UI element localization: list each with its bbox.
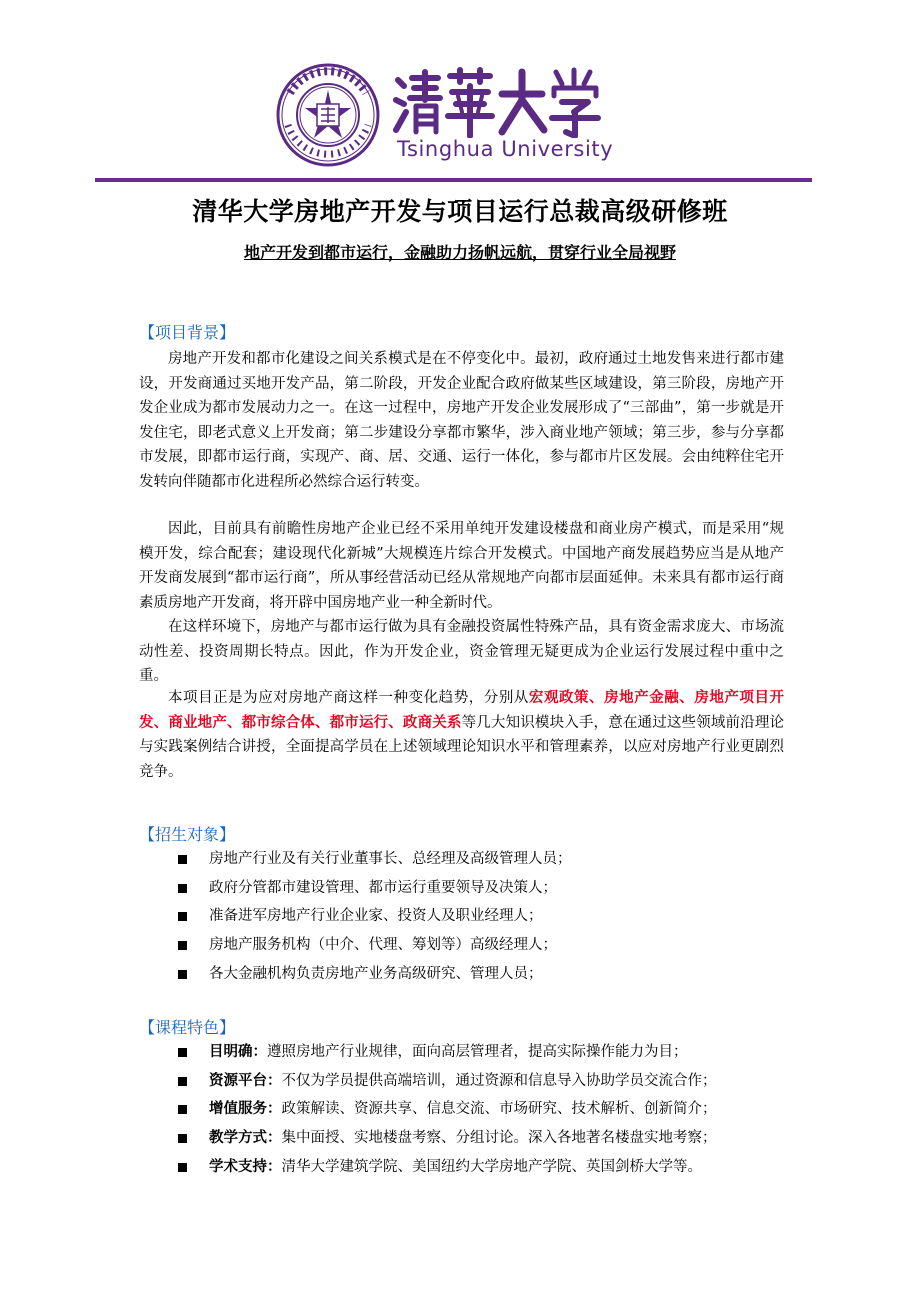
square-bullet-icon bbox=[178, 1105, 187, 1114]
background-paragraph-3: 在这样环境下，房地产与都市运行做为具有金融投资属性特殊产品，具有资金需求庞大、市场流动性差、投资周期长特点。因此，作为开发企业，资金管理无疑更成为企业运行发展过程中重中之重。 bbox=[139, 619, 784, 685]
square-bullet-icon bbox=[178, 941, 187, 950]
square-bullet-icon bbox=[178, 884, 187, 893]
tsinghua-calligraphy-logo bbox=[392, 66, 602, 138]
letterhead bbox=[0, 0, 920, 190]
list-item: 资源平台：不仅为学员提供高端培训，通过资源和信息导入协助学员交流合作； bbox=[176, 1067, 796, 1096]
document-title: 清华大学房地产开发与项目运行总裁高级研修班 bbox=[192, 197, 728, 226]
brand-english-name: Tsinghua University bbox=[397, 137, 614, 161]
paragraph-4-outro: 等几大知识模块入手，意在通过这些领域前沿理论与实践案例结合讲授，全面提高学员在上述领域理论知识水平和管理素养，以应对房地产行业更剧烈竞争。 bbox=[139, 714, 785, 780]
knowledge-modules-highlight: 宏观政策、房地产金融、房地产项目开发、商业地产、都市综合体、都市运行、政商关系 bbox=[139, 690, 785, 731]
square-bullet-icon bbox=[178, 855, 187, 864]
paragraph-4-intro: 本项目正是为应对房地产商这样一种变化趋势，分别从 bbox=[168, 690, 529, 706]
section-heading-audience: 【招生对象】 bbox=[139, 825, 236, 844]
background-paragraph-2: 因此，目前具有前瞻性房地产企业已经不采用单纯开发建设楼盘和商业房产模式，而是采用“规模开发，综合配套；建设现代化新城”大规模连片综合开发模式。中国地产商发展趋势应当是从地产开发商发展到“都市运行商”，所从事经营活动已经从常规地产向都市层面延伸。未来具有都市运行商素质房地产开发商，将开辟中国房地产业一种全新时代。 bbox=[139, 521, 784, 611]
list-item: 目明确：遵照房地产行业规律，面向高层管理者，提高实际操作能力为目； bbox=[176, 1038, 796, 1067]
square-bullet-icon bbox=[178, 1134, 187, 1143]
list-item: 各大金融机构负责房地产业务高级研究、管理人员； bbox=[176, 960, 796, 989]
background-paragraph-4 bbox=[139, 686, 784, 784]
list-item: 政府分管都市建设管理、都市运行重要领导及决策人； bbox=[176, 874, 796, 903]
list-item: 房地产行业及有关行业董事长、总经理及高级管理人员； bbox=[176, 845, 796, 874]
square-bullet-icon bbox=[178, 1077, 187, 1086]
audience-list bbox=[176, 845, 796, 988]
document-subtitle: 地产开发到都市运行，金融助力扬帆远航，贯穿行业全局视野 bbox=[243, 243, 676, 262]
section-heading-background: 【项目背景】 bbox=[139, 323, 236, 342]
section-heading-features: 【课程特色】 bbox=[139, 1018, 236, 1037]
square-bullet-icon bbox=[178, 1048, 187, 1057]
background-paragraph-1: 房地产开发和都市化建设之间关系模式是在不停变化中。最初，政府通过土地发售来进行都市建设，开发商通过买地开发产品，第二阶段，开发企业配合政府做某些区域建设，第三阶段，房地产开发企业成为都市发展动力之一。在这一过程中，房地产开发企业发展形成了“三部曲”，第一步就是开发住宅，即老式意义上开发商；第二步建设分享都市繁华，涉入商业地产领域；第三步，参与分享都市发展，即都市运行商，实现产、商、居、交通、运行一体化，参与都市片区发展。会由纯粹住宅开发转向伴随都市化进程所必然综合运行转变。 bbox=[139, 351, 784, 490]
list-item: 教学方式：集中面授、实地楼盘考察、分组讨论。深入各地著名楼盘实地考察； bbox=[176, 1124, 796, 1153]
square-bullet-icon bbox=[178, 912, 187, 921]
list-item: 房地产服务机构（中介、代理、筹划等）高级经理人； bbox=[176, 931, 796, 960]
tsinghua-seal-icon bbox=[276, 63, 380, 167]
square-bullet-icon bbox=[178, 1163, 187, 1172]
list-item: 学术支持：清华大学建筑学院、美国纽约大学房地产学院、英国剑桥大学等。 bbox=[176, 1153, 796, 1182]
square-bullet-icon bbox=[178, 970, 187, 979]
header-divider bbox=[95, 178, 812, 182]
list-item: 增值服务：政策解读、资源共享、信息交流、市场研究、技术解析、创新简介； bbox=[176, 1095, 796, 1124]
features-list bbox=[176, 1038, 796, 1181]
list-item: 准备进军房地产行业企业家、投资人及职业经理人； bbox=[176, 902, 796, 931]
